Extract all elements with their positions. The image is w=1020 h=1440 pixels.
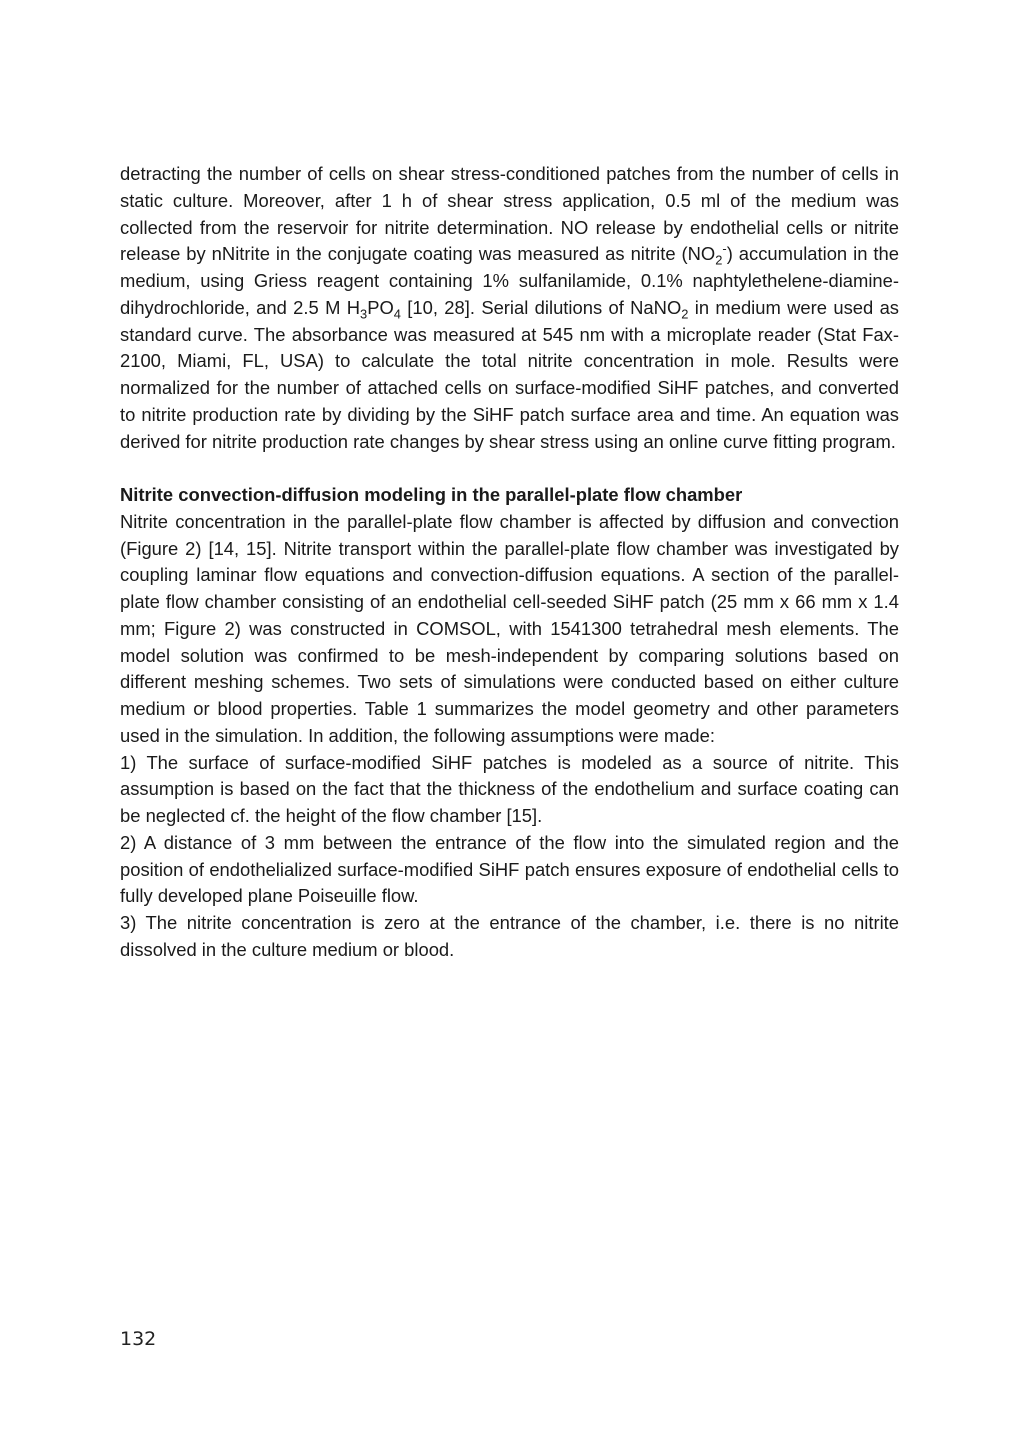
modeling-paragraph: Nitrite concentration in the parallel-plate flow chamber is affected by diffusion and convection (Figure 2) [14, 15]. Nitrite transport within the parallel-plate flow chamber was investigated by coupling laminar flow equations and convection-diffusion equations. A section of the parallel-plate flow chamber consisting of an endothelial cell-seeded SiHF patch (25 mm x 66 mm x 1.4 mm; Figure 2) was constructed in COMSOL, with 1541300 tetrahedral mesh elements. The model solution was confirmed to be mesh-independent by comparing solutions based on different meshing schemes. Two sets of simulations were conducted based on either culture medium or blood properties. Table 1 summarizes the model geometry and other parameters used in the simulation. In addition, the following assumptions were made: (120, 510, 899, 746)
paragraph-text: in medium were used as standard curve. The absorbance was measured at 545 nm with a microplate reader (Stat Fax-2100, Miami, FL, USA) to calculate the total nitrite concentration in mole. Results were normalized for the number of attached cells on surface-modified SiHF patches, and converted to nitrite production rate by dividing by the SiHF patch surface area and time. An equation was derived for nitrite production rate changes by shear stress using an online curve fitting program. (120, 296, 899, 452)
subscript: 2 (715, 252, 723, 268)
assumption-item: 2) A distance of 3 mm between the entrance of the flow into the simulated region and the position of endothelialized surface-modified SiHF patch ensures exposure of endothelial cells to fully developed plane Poiseuille flow. (120, 831, 899, 907)
assumption-item: 1) The surface of surface-modified SiHF patches is modeled as a source of nitrite. This assumption is based on the fact that the thickness of the endothelium and surface coating can be neglected cf. the height of the flow chamber [15]. (120, 751, 899, 826)
subscript: 4 (393, 306, 401, 322)
paragraph-text: [10, 28]. Serial dilutions of NaNO (400, 296, 682, 318)
page-number: 132 (120, 1328, 157, 1350)
assumption-item: 3) The nitrite concentration is zero at the entrance of the chamber, i.e. there is no nitrite dissolved in the culture medium or blood. (120, 912, 899, 960)
paragraph-text: ) accumulation in the medium, using Griess reagent containing 1% sulfanilamide, 0.1% naphtylethelene-diamine-dihydrochloride, and 2.5 M H (120, 243, 899, 318)
superscript: - (722, 241, 727, 257)
subscript: 2 (681, 306, 689, 322)
subscript: 3 (360, 306, 368, 322)
paragraph-gap (120, 455, 899, 482)
section-heading: Nitrite convection-diffusion modeling in the parallel-plate flow chamber (120, 484, 743, 505)
paragraph-text: PO (367, 296, 394, 318)
page-body (120, 161, 899, 964)
methods-paragraph (120, 161, 899, 455)
paragraph-text: detracting the number of cells on shear stress-conditioned patches from the number of cells in static culture. Moreover, after 1 h of shear stress application, 0.5 ml of the medium was collected from the reservoir for nitrite determination. NO release by endothelial cells or nitrite release by nNitrite in the conjugate coating was measured as nitrite (NO (120, 163, 899, 265)
